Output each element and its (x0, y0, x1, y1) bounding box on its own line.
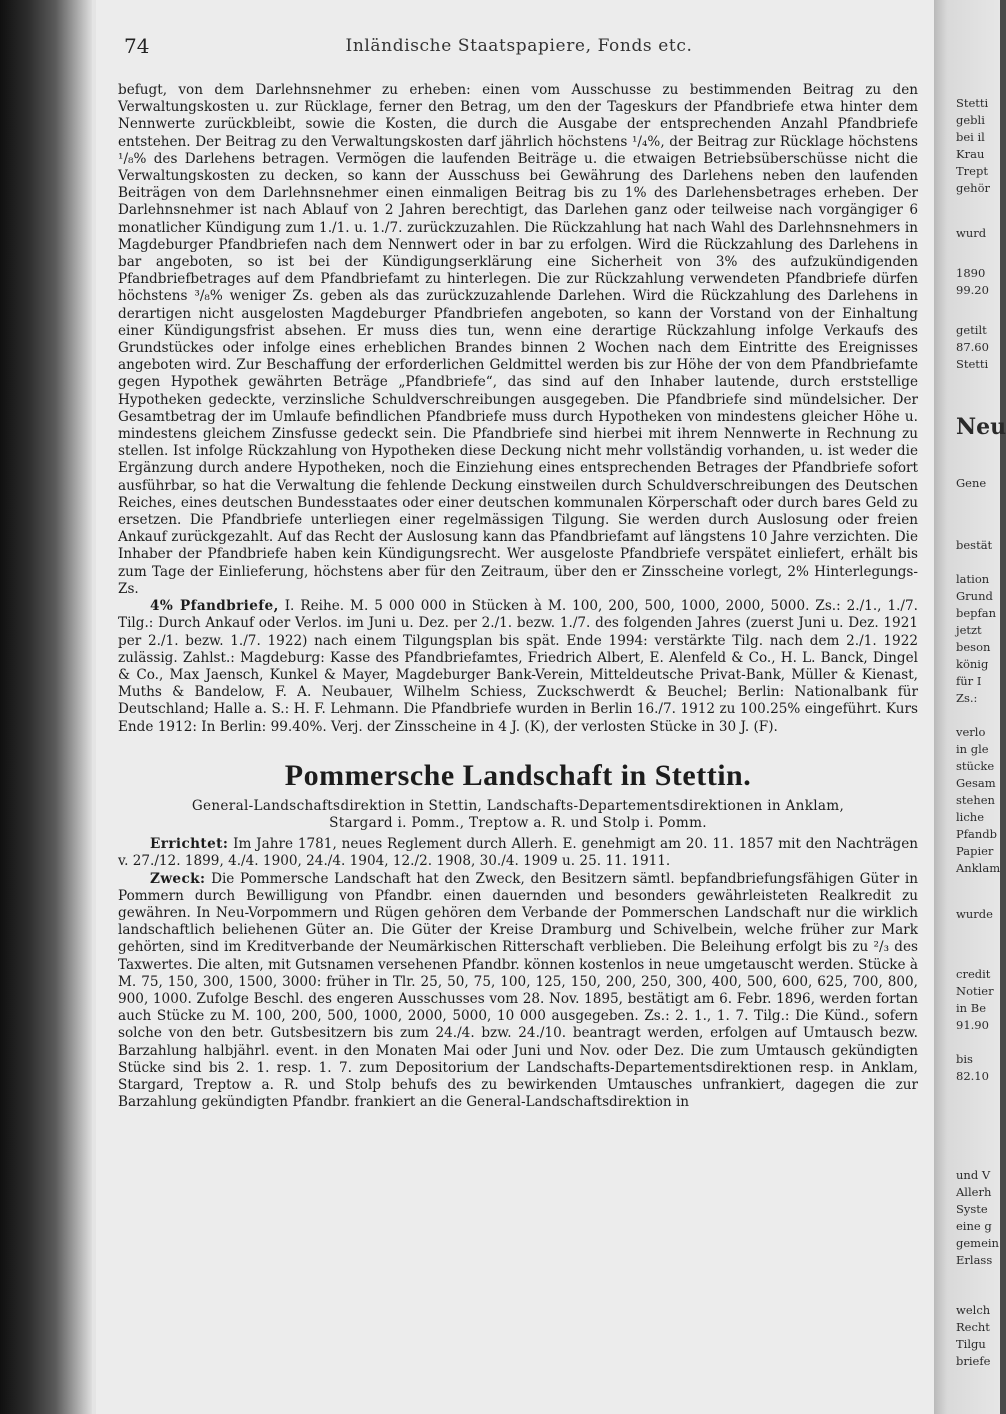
fragment: verlo (956, 725, 986, 739)
fragment: bis (956, 1052, 973, 1066)
section-title: Pommersche Landschaft in Stettin. (284, 758, 752, 792)
running-head: Inländische Staatspapiere, Fonds etc. (345, 36, 693, 56)
fragment: 87.60 (956, 340, 989, 354)
section-subtitle (118, 798, 918, 832)
fragment: credit (956, 967, 991, 981)
subtitle-line-2: Stargard i. Pomm., Treptow a. R. und Stolp i. Pomm. (329, 814, 707, 831)
fragment: jetzt (956, 623, 982, 637)
fragment: beson (956, 640, 991, 654)
fragment: bepfan (956, 606, 997, 620)
errichtet-text: Im Jahre 1781, neues Reglement durch Allerh. E. genehmigt am 20. 11. 1857 mit den Nachträgen v. 27./12. 1899, 4./4. 1900, 24./4. 1904, 12./2. 1908, 30./4. 1909 u. 25. 11. 1911. (118, 836, 918, 870)
fragment: und V (956, 1168, 991, 1182)
fragment: Krau (956, 147, 985, 161)
fragment: Gene (956, 476, 987, 490)
fragment: wurd (956, 226, 987, 240)
fragment: 1890 (956, 266, 986, 280)
subtitle-line-1: General-Landschaftsdirektion in Stettin, Landschafts-Departementsdirektionen in Anklam, (191, 797, 845, 814)
fragment: Papier (956, 844, 994, 858)
fragment: könig (956, 657, 989, 671)
page-number: 74 (124, 34, 150, 58)
fragment: Trept (956, 164, 988, 178)
errichtet-entry (118, 836, 918, 870)
fragment: liche (956, 810, 985, 824)
fragment: bei il (956, 130, 985, 144)
book-binding-shadow (0, 0, 92, 1414)
fragment: Stetti (956, 357, 989, 371)
fragment: gehör (956, 181, 990, 195)
fragment: Erlass (956, 1253, 993, 1267)
zweck-label: Zweck: (150, 870, 206, 887)
fragment: Zs.: (956, 691, 978, 705)
page (96, 0, 934, 1414)
adjacent-page-strip (934, 0, 1006, 1414)
fragment: Tilgu (956, 1337, 986, 1351)
page-body (118, 82, 918, 1111)
fragment: Notier (956, 984, 994, 998)
fragment: Allerh (956, 1185, 992, 1199)
fragment: welch (956, 1303, 991, 1317)
fragment: Pfandb (956, 827, 997, 841)
bond-entry (118, 598, 918, 736)
bond-text: I. Reihe. M. 5 000 000 in Stücken à M. 100, 200, 500, 1000, 2000, 5000. Zs.: 2./1., 1./7. Tilg.: Durch Ankauf oder Verlos. im Juni u. Dez. per 2./1. bezw. 1./7. des folgenden Jahres (zuerst Juni u. Dez. 1921 per 2./1. bezw. 1./7. 1922) nach einem Tilgungsplan bis spät. Ende 1994: verstärkte Tilg. nach dem 2./1. 1922 zulässig. Zahlst.: Magdeburg: Kasse des Pfandbriefamtes, Friedrich Albert, E. Alenfeld & Co., H. L. Banck, Dingel & Co., Max Jaensch, Kunkel & Mayer, Magdeburger Bank-Verein, Mitteldeutsche Privat-Bank, Müller & Kienast, Muths & Bandelow, F. A. Neubauer, Wilhelm Schiess, Zuckschwerdt & Beuchel; Berlin: Nationalbank für Deutschland; Halle a. S.: H. F. Lehmann. Die Pfandbriefe wurden in Berlin 16./7. 1912 zu 100.25% eingeführt. Kurs Ende 1912: In Berlin: 99.40%. Verj. der Zinsscheine in 4 J. (K), der verlosten Stücke in 30 J. (F). (118, 598, 918, 735)
fragment: bestät (956, 538, 993, 552)
page-header (124, 34, 914, 62)
fragment: gebli (956, 113, 985, 127)
fragment: briefe (956, 1354, 991, 1368)
zweck-entry (118, 871, 918, 1112)
fragment: Anklam (956, 861, 1001, 875)
fragment: Syste (956, 1202, 988, 1216)
paragraph-continued: befugt, von dem Darlehnsnehmer zu erheben: einen vom Ausschusse zu bestimmenden Beitrag zu den Verwaltungskosten u. zur Rücklage, ferner den Betrag, um den der Tageskurs der Pfandbriefe etwa hinter dem Nennwerte zurückbleibt, sowie die Kosten, die durch die Ausgabe der entsprechenden Anzahl Pfandbriefe entstehen. Der Beitrag zu den Verwaltungskosten darf jährlich höchstens ¹/₄%, der Beitrag zur Rücklage höchstens ¹/₈% des Darlehens betragen. Vermögen die laufenden Beiträge u. die etwaigen Betriebsüberschüsse nicht die Verwaltungskosten zu decken, so kann der Ausschuss bei Gewährung des Darlehens neben den laufenden Beiträgen von dem Darlehnsnehmer einen einmaligen Beitrag bis zu 1% des Darlehensbetrages erheben. Der Darlehnsnehmer ist nach Ablauf von 2 Jahren berechtigt, das Darlehen ganz oder teilweise nach vorgängiger 6 monatlicher Kündigung zum 1./1. u. 1./7. zurückzuzahlen. Die Rückzahlung hat nach Wahl des Darlehnsnehmers in Magdeburger Pfandbriefen nach dem Nennwert oder in bar zu erfolgen. Wird die Rückzahlung des Darlehens in bar angeboten, so ist bei der Kündigungserklärung eine Sicherheit von 3% des aufzukündigenden Pfandbriefbetrages auf dem Pfandbriefamt zu hinterlegen. Die zur Rückzahlung verwendeten Pfandbriefe dürfen höchstens ³/₈% weniger Zs. geben als das zurückzuzahlende Darlehen. Wird die Rückzahlung des Darlehens in derartigen nicht ausgelosten Magdeburger Pfandbriefen angeboten, so kann der Vorstand von der Einhaltung einer Kündigungsfrist absehen. Er muss dies tun, wenn eine derartige Rückzahlung infolge Verkaufs des Grundstückes oder infolge eines erheblichen Brandes binnen 2 Wochen nach dem Eintritte des Ereignisses angeboten wird. Zur Beschaffung der erforderlichen Geldmittel werden bis zur Höhe der von dem Pfandbriefamte gegen Hypothek gewährten Beträge „Pfandbriefe“, das sind auf den Inhaber lautende, durch erststellige Hypotheken gedeckte, verzinsliche Schuldverschreibungen ausgegeben. Die Pfandbriefe sind mündelsicher. Der Gesamtbetrag der im Umlaufe befindlichen Pfandbriefe muss durch Hypotheken von mindestens gleicher Höhe u. mindestens gleichem Zinsfusse gedeckt sein. Die Pfandbriefe sind hierbei mit ihrem Nennwerte in Rechnung zu stellen. Ist infolge Rückzahlung von Hypotheken diese Deckung nicht mehr vollständig vorhanden, u. ist weder die Ergänzung durch andere Hypotheken, noch die Einziehung eines entsprechenden Betrages der Pfandbriefe sofort ausführbar, so hat die Verwaltung die fehlende Deckung einstweilen durch Schuldverschreibungen des Deutschen Reiches, eines deutschen Bundesstaates oder einer deutschen kommunalen Körperschaft oder durch bares Geld zu ersetzen. Die Pfandbriefe unterliegen einer regelmässigen Tilgung. Sie werden durch Auslosung oder freien Ankauf zurückgezahlt. Auf das Recht der Auslosung kann das Pfandbriefamt auf längstens 10 Jahre verzichten. Die Inhaber der Pfandbriefe haben kein Kündigungsrecht. Wer ausgeloste Pfandbriefe verspätet einliefert, erhält bis zum Tage der Einlieferung, höchstens aber für den Zeitraum, über den er Zinsscheine vorlegt, 2% Hinterlegungs-Zs. (118, 82, 918, 597)
fragment: für I (956, 674, 982, 688)
bond-label: 4% Pfandbriefe, (150, 598, 279, 615)
fragment: in Be (956, 1001, 986, 1015)
fragment: 91.90 (956, 1018, 989, 1032)
fragment: in gle (956, 742, 989, 756)
fragment: lation (956, 572, 990, 586)
fragment: 99.20 (956, 283, 989, 297)
fragment: Gesam (956, 776, 996, 790)
fragment: Recht (956, 1320, 990, 1334)
fragment: wurde (956, 907, 993, 921)
errichtet-label: Errichtet: (150, 836, 229, 853)
zweck-text: Die Pommersche Landschaft hat den Zweck, den Besitzern sämtl. bepfandbriefungsfähigen Güter in Pommern durch Bewilligung von Pfandbr. einen dauernden und besonders gewährleisteten Realkredit zu gewähren. In Neu-Vorpommern und Rügen gehören dem Verbande der Pommerschen Landschaft nur die wirklich landschaftlich beliehenen Güter an. Die Güter der Kreise Dramburg und Schivelbein, welche früher zur Mark gehörten, sind im Kreditverbande der Neumärkischen Ritterschaft verblieben. Die Beleihung erfolgt bis zu ²/₃ des Taxwertes. Die alten, mit Gutsnamen versehenen Pfandbr. können kostenlos in neue umgetauscht werden. Stücke à M. 75, 150, 300, 1500, 3000: früher in Tlr. 25, 50, 75, 100, 125, 150, 200, 250, 300, 400, 500, 600, 625, 700, 800, 900, 1000. Zufolge Beschl. des engeren Ausschusses vom 28. Nov. 1895, bestätigt am 6. Febr. 1896, werden fortan auch Stücke zu M. 100, 200, 500, 1000, 2000, 5000, 10 000 ausgegeben. Zs.: 2. 1., 1. 7. Tilg.: Die Künd., sofern solche von den betr. Gutsbesitzern bis zum 24./4. bzw. 24./10. beantragt werden, erfolgen auf Umtausch bezw. Barzahlung halbjährl. event. in den Monaten Mai oder Juni und Nov. oder Dez. Die zum Umtausch gekündigten Stücke sind bis 2. 1. resp. 1. 7. zum Depositorium der Landschafts-Departementsdirektionen resp. in Anklam, Stargard, Treptow a. R. und Stolp behufs des zu bewirkenden Umtausches unfrankiert, dagegen die zur Barzahlung gekündigten Pfandbr. frankiert an die General-Landschaftsdirektion in (118, 870, 918, 1111)
fragment: stücke (956, 759, 995, 773)
fragment: stehen (956, 793, 995, 807)
fragment: Stetti (956, 96, 989, 110)
fragment: getilt (956, 323, 987, 337)
fragment: Neu (956, 414, 1006, 440)
fragment: gemein (956, 1236, 999, 1250)
fragment: eine g (956, 1219, 992, 1233)
fragment: Grund (956, 589, 993, 603)
fragment: 82.10 (956, 1069, 989, 1083)
